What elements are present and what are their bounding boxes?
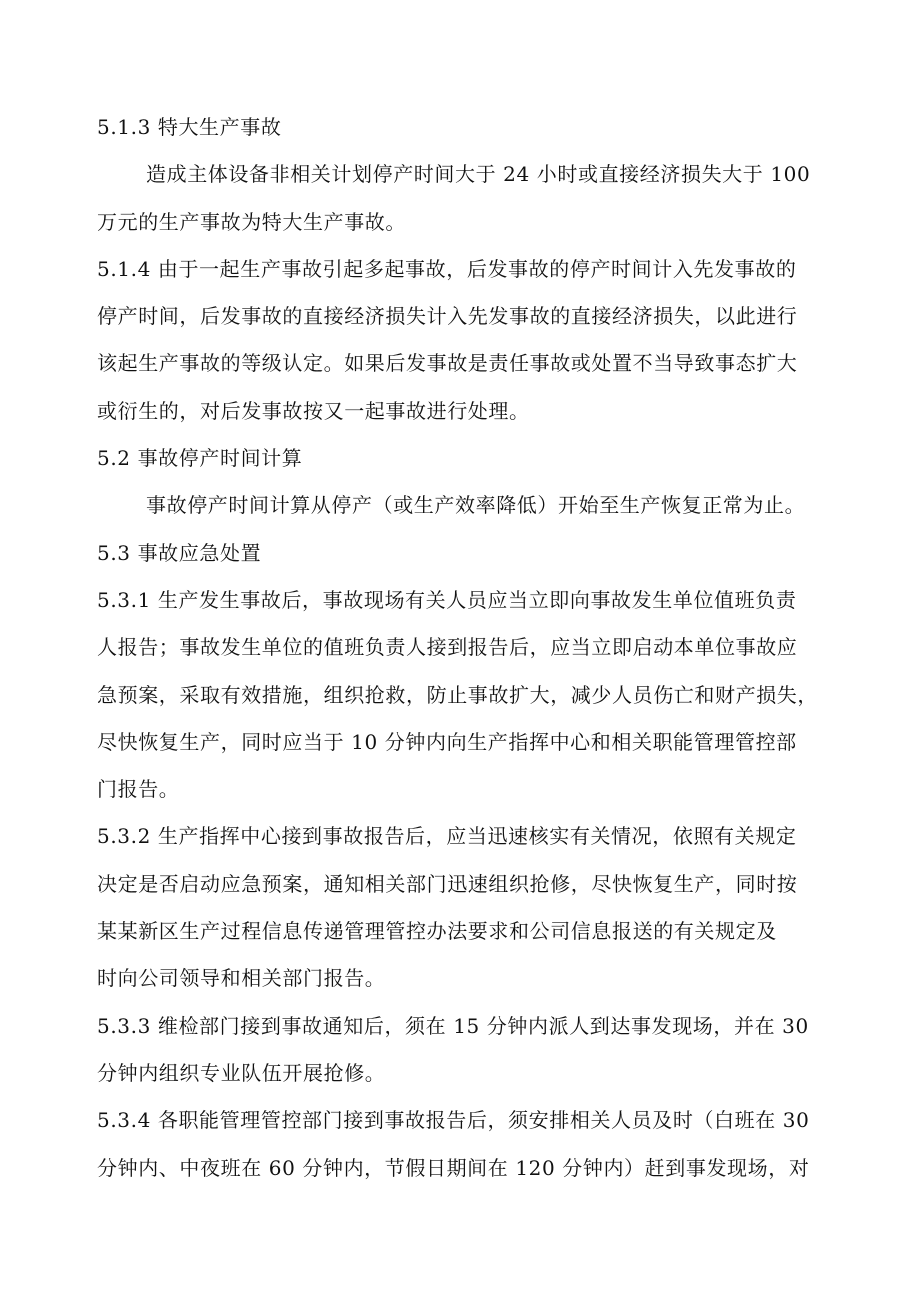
section-heading-5-2: 5.2 事故停产时间计算 [97,446,303,471]
paragraph-line: 事故停产时间计算从停产（或生产效率降低）开始至生产恢复正常为止。 [146,493,806,518]
paragraph-line: 急预案，采取有效措施，组织抢救，防止事故扩大，减少人员伤亡和财产损失， [97,682,818,707]
paragraph-line: 人报告；事故发生单位的值班负责人接到报告后，应当立即启动本单位事故应 [97,635,798,660]
clause-5-3-4-line: 5.3.4 各职能管理管控部门接到事故报告后，须安排相关人员及时（白班在 30 [97,1108,810,1133]
clause-5-3-3-line: 5.3.3 维检部门接到事故通知后，须在 15 分钟内派人到达事发现场，并在 30 [97,1013,809,1038]
paragraph-line: 时向公司领导和相关部门报告。 [97,966,386,991]
clause-5-3-2-line: 5.3.2 生产指挥中心接到事故报告后，应当迅速核实有关情况，依照有关规定 [97,824,797,849]
section-heading-5-3: 5.3 事故应急处置 [97,540,262,565]
document-body [97,104,837,1192]
clause-5-1-4-line: 5.1.4 由于一起生产事故引起多起事故，后发事故的停产时间计入先发事故的 [97,256,797,281]
paragraph-line: 尽快恢复生产，同时应当于 10 分钟内向生产指挥中心和相关职能管理管控部 [97,729,797,754]
paragraph-line: 分钟内组织专业队伍开展抢修。 [97,1060,386,1085]
section-heading-5-1-3: 5.1.3 特大生产事故 [97,115,282,139]
paragraph-line: 万元的生产事故为特大生产事故。 [97,209,406,234]
paragraph-line: 门报告。 [97,777,180,802]
paragraph-line: 分钟内、中夜班在 60 分钟内，节假日期间在 120 分钟内）赶到事发现场，对 [97,1155,810,1180]
paragraph-line: 决定是否启动应急预案，通知相关部门迅速组织抢修，尽快恢复生产，同时按 [97,871,798,896]
paragraph-line: 造成主体设备非相关计划停产时间大于 24 小时或直接经济损失大于 100 [146,162,811,187]
paragraph-line: 或衍生的，对后发事故按又一起事故进行处理。 [97,398,530,423]
paragraph-line: 停产时间，后发事故的直接经济损失计入先发事故的直接经济损失，以此进行 [97,304,798,329]
paragraph-line: 某某新区生产过程信息传递管理管控办法要求和公司信息报送的有关规定及 [97,919,777,944]
paragraph-line: 该起生产事故的等级认定。如果后发事故是责任事故或处置不当导致事态扩大 [97,351,798,376]
clause-5-3-1-line: 5.3.1 生产发生事故后，事故现场有关人员应当立即向事故发生单位值班负责 [97,587,797,612]
